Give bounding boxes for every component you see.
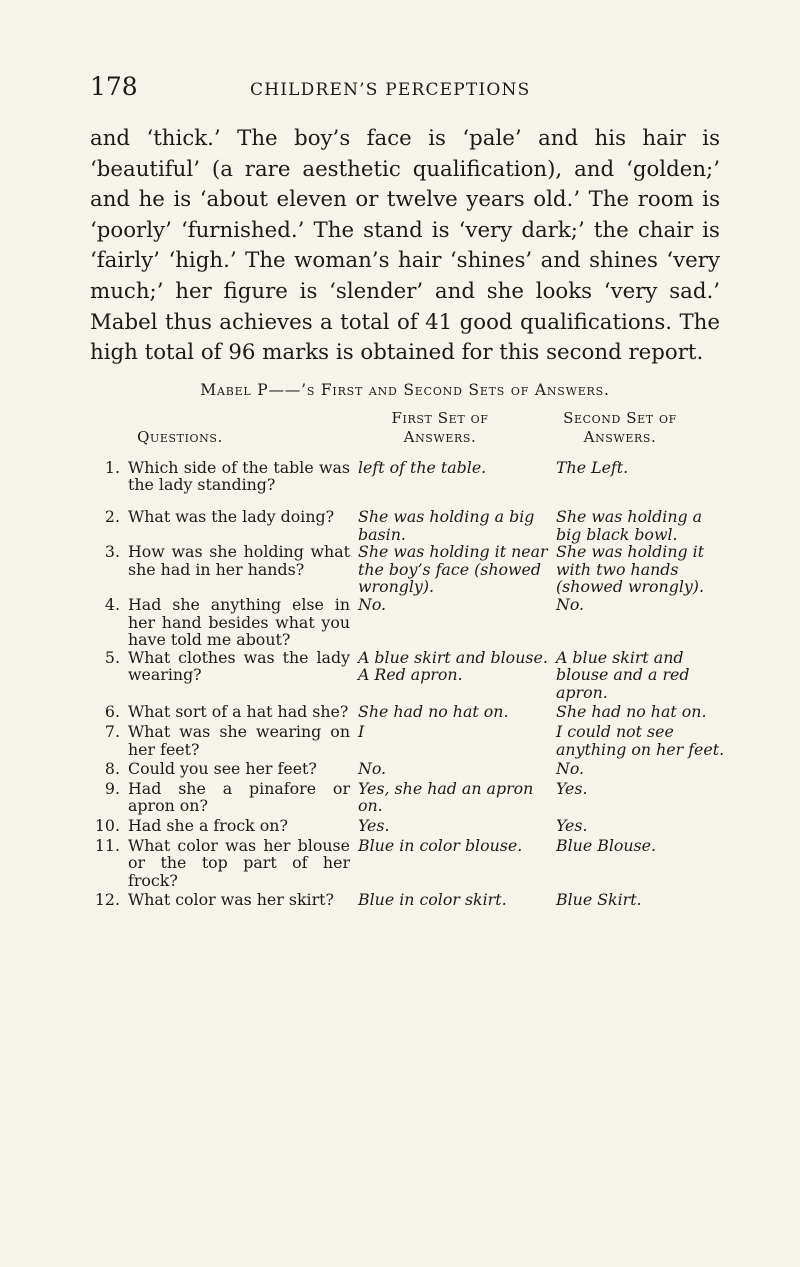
first-answer-cell: Blue in color blouse. [358,835,523,855]
second-answer-cell: She had no hat on. [556,702,707,722]
table-row [90,596,720,649]
question-cell: Had she a pinafore or apron on? [128,778,350,816]
question-cell: Could you see her feet? [128,759,317,779]
second-answer-cell: She was holding a big black bowl. [556,506,703,544]
question-cell: How was she holding what she had in her hands? [128,542,350,579]
first-answer-cell: Yes. [358,816,390,836]
table-row [90,760,720,778]
row-number: 11. [94,835,120,855]
table-row [90,543,720,596]
header-second-set-line1: Second Set of [563,408,677,427]
first-answer-cell: No. [358,594,387,614]
first-answer-cell: left of the table. [358,457,487,477]
row-number: 7. [104,722,120,742]
second-answer-cell: No. [556,759,585,779]
table-row [90,508,720,543]
row-number: 10. [94,816,120,836]
question-cell: What clothes was the lady wearing? [128,647,350,685]
header-first-set-line1: First Set of [391,408,489,427]
question-cell: What sort of a hat had she? [128,702,349,722]
row-number: 2. [104,506,120,526]
table-row [90,703,720,721]
question-cell: Which side of the table was the lady standing? [128,457,350,495]
row-number: 3. [104,542,120,562]
row-number: 8. [104,759,120,779]
body-paragraph: and ‘thick.’ The boy’s face is ‘pale’ and his hair is ‘beautiful’ (a rare aesthetic qualification), and ‘golden;’ and he is ‘about eleven or twelve years old.’ The room is ‘poorly’ ‘furnished.’ The stand is ‘very dark;’ the chair is ‘fairly’ ‘high.’ The woman’s hair ‘shines’ and shines ‘very much;’ her figure is ‘slender’ and she looks ‘very sad.’ Mabel thus achieves a total of 41 good qualifications. The high total of 96 marks is obtained for this second report. [90,126,720,366]
header-second-set-line2: Answers. [583,427,657,446]
row-number: 6. [104,702,120,722]
first-answer-cell: A blue skirt and blouse. A Red apron. [358,647,548,685]
first-answer-cell: Yes, she had an apron on. [358,778,534,816]
table-row [90,817,720,835]
question-cell: What color was her blouse or the top part of her frock? [128,835,350,890]
header-second-set [520,409,720,447]
first-answer-cell: I [358,722,365,742]
question-cell: What color was her skirt? [128,890,334,910]
row-number: 4. [104,594,120,614]
second-answer-cell: I could not see anything on her feet. [556,722,725,759]
first-answer-cell: She was holding a big basin. [358,506,535,544]
table-row [90,722,725,759]
table-row [90,459,720,494]
header-questions: Questions. [137,427,223,446]
question-cell: What was she wearing on her feet? [128,722,350,759]
table-row [90,891,720,909]
second-answer-cell: She was holding it with two hands (showed wrongly). [556,542,705,597]
page-number: 178 [90,72,138,101]
row-number: 5. [104,647,120,667]
first-answer-cell: Blue in color skirt. [358,890,507,910]
header-first-set-line2: Answers. [403,427,477,446]
first-answer-cell: She was holding it near the boy’s face (showed wrongly). [358,542,548,597]
first-answer-cell: She had no hat on. [358,702,509,722]
table-title: Mabel P——’s First and Second Sets of Answers. [200,380,610,399]
second-answer-cell: Yes. [556,778,588,798]
second-answer-cell: A blue skirt and blouse and a red apron. [556,647,690,702]
table-column-headers [90,409,720,453]
question-cell: Had she anything else in her hand besides what you have told me about? [128,594,350,650]
book-page [90,62,725,910]
second-answer-cell: The Left. [556,457,629,477]
question-cell: Had she a frock on? [128,816,288,836]
table-row [90,780,720,815]
answers-table [90,457,725,910]
first-answer-cell: No. [358,759,387,779]
second-answer-cell: No. [556,594,585,614]
running-head [90,62,720,102]
second-answer-cell: Yes. [556,816,588,836]
table-row [90,837,720,890]
row-number: 9. [104,778,120,798]
second-answer-cell: Blue Skirt. [556,890,642,910]
table-row [90,649,720,702]
second-answer-cell: Blue Blouse. [556,835,657,855]
header-first-set [340,409,540,447]
running-title: CHILDREN’S PERCEPTIONS [250,80,531,100]
row-number: 12. [94,890,120,910]
row-number: 1. [104,457,120,477]
question-cell: What was the lady doing? [128,506,335,526]
